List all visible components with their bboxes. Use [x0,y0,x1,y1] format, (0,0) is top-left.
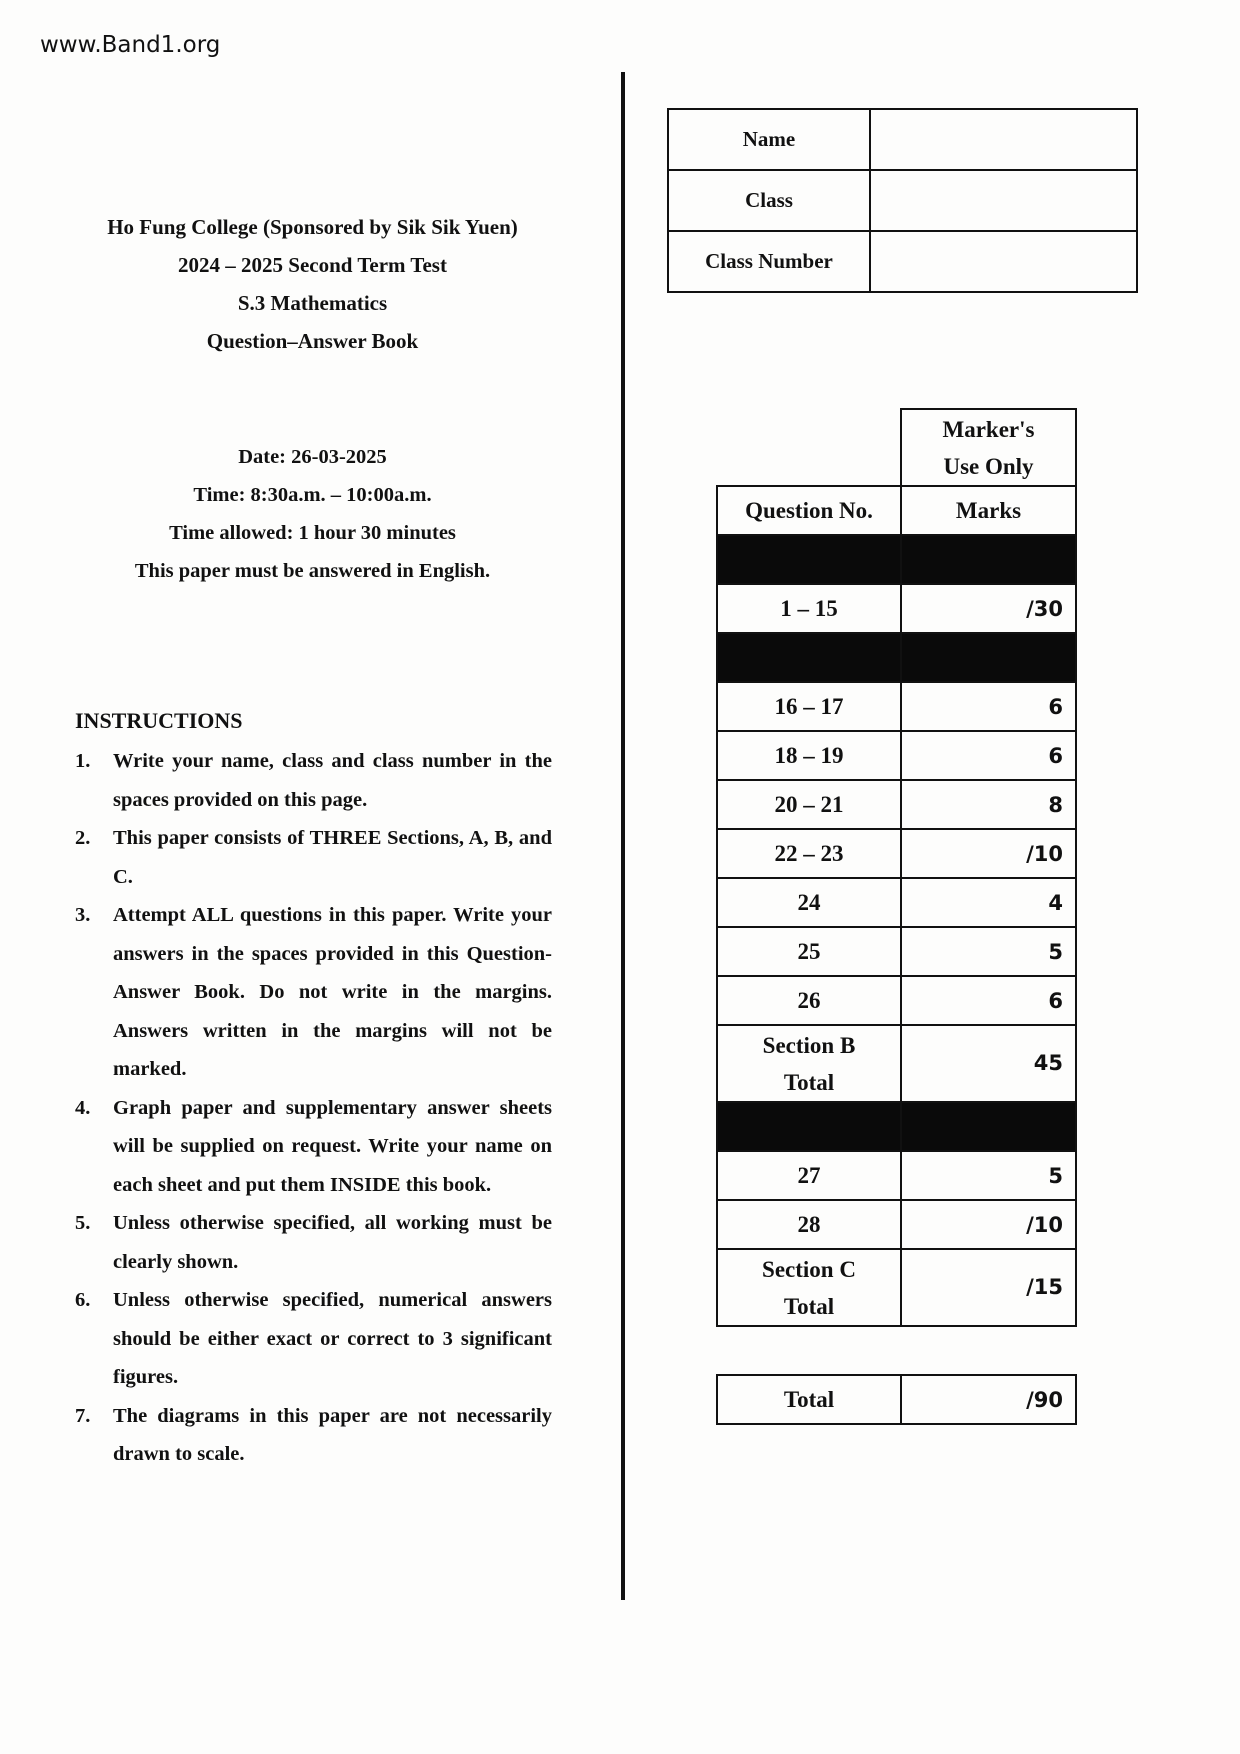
total-label: Section C [762,1256,856,1282]
instruction-item [75,1281,552,1397]
table-row: 18 – 19 6 [717,731,1076,780]
item-text: Unless otherwise specified, all working must be clearly shown. [113,1212,552,1273]
paper-header [60,208,565,360]
item-number: 6. [75,1289,91,1311]
marker-header: Marker's Use Only [901,409,1076,486]
table-row: 28 /10 [717,1200,1076,1249]
total-label: Total [783,1069,835,1095]
item-text: This paper consists of THREE Sections, A, B, and C. [113,827,552,888]
total-label: Section B [762,1032,856,1058]
item-text: Unless otherwise specified, numerical answers should be either exact or correct to 3 significant figures. [113,1289,552,1388]
table-row: 22 – 23 /10 [717,829,1076,878]
table-row: 24 4 [717,878,1076,927]
marks-header: Marks [901,486,1076,535]
item-number: 7. [75,1404,91,1427]
instruction-item [75,1397,552,1474]
grand-total-marks: /90 [901,1375,1076,1424]
instruction-item [75,896,552,1089]
item-text: The diagrams in this paper are not necessarily drawn to scale. [113,1404,552,1465]
section-c-total-row: Section C Total /15 [717,1249,1076,1326]
exam-info [60,438,565,590]
total-label: Total [783,1293,835,1319]
name-label: Name [668,109,870,170]
book-title: Question–Answer Book [206,329,419,353]
class-number-field[interactable] [870,231,1137,292]
table-row: 1 – 15 /30 [717,584,1076,633]
item-number: 4. [75,1096,91,1119]
watermark: www.Band1.org [40,32,221,58]
instructions-title: INSTRUCTIONS [75,708,243,733]
class-label: Class [668,170,870,231]
class-number-label: Class Number [668,231,870,292]
marks-table [716,408,1077,1327]
item-number: 5. [75,1212,91,1234]
class-field[interactable] [870,170,1137,231]
table-row: 20 – 21 8 [717,780,1076,829]
question-no-header: Question No. [717,486,901,535]
instruction-item [75,819,552,896]
instruction-item [75,1089,552,1205]
table-row: 27 5 [717,1151,1076,1200]
grand-total-table [716,1374,1077,1425]
table-row: 26 6 [717,976,1076,1025]
item-text: Write your name, class and class number in the spaces provided on this page. [113,750,552,811]
instruction-item [75,742,552,819]
section-b-total-row: Section B Total 45 [717,1025,1076,1102]
item-number: 2. [75,827,91,849]
language-note: This paper must be answered in English. [134,560,491,582]
subject: S.3 Mathematics [237,291,388,315]
item-text: Attempt ALL questions in this paper. Write your answers in the spaces provided in this Question-Answer Book. Do not write in the margins. Answers written in the margins will not be marked. [113,904,552,1080]
time-allowed: Time allowed: 1 hour 30 minutes [169,522,456,544]
item-number: 1. [75,750,91,772]
section-a-bar [717,535,1076,584]
item-number: 3. [75,904,91,926]
school-name: Ho Fung College (Sponsored by Sik Sik Yuen) [107,215,518,239]
item-text: Graph paper and supplementary answer sheets will be supplied on request. Write your name on each sheet and put them INSIDE this book. [113,1096,552,1196]
section-b-bar [717,633,1076,682]
exam-time: Time: 8:30a.m. – 10:00a.m. [193,484,432,506]
instruction-item [75,1204,552,1281]
divider-line [621,72,625,1600]
exam-date: Date: 26-03-2025 [238,446,387,468]
name-field[interactable] [870,109,1137,170]
student-info-table [667,108,1138,293]
instructions-list [75,742,552,1474]
term-title: 2024 – 2025 Second Term Test [178,253,447,277]
grand-total-label: Total [717,1375,901,1424]
table-row: 25 5 [717,927,1076,976]
table-row: 16 – 17 6 [717,682,1076,731]
section-c-bar [717,1102,1076,1151]
